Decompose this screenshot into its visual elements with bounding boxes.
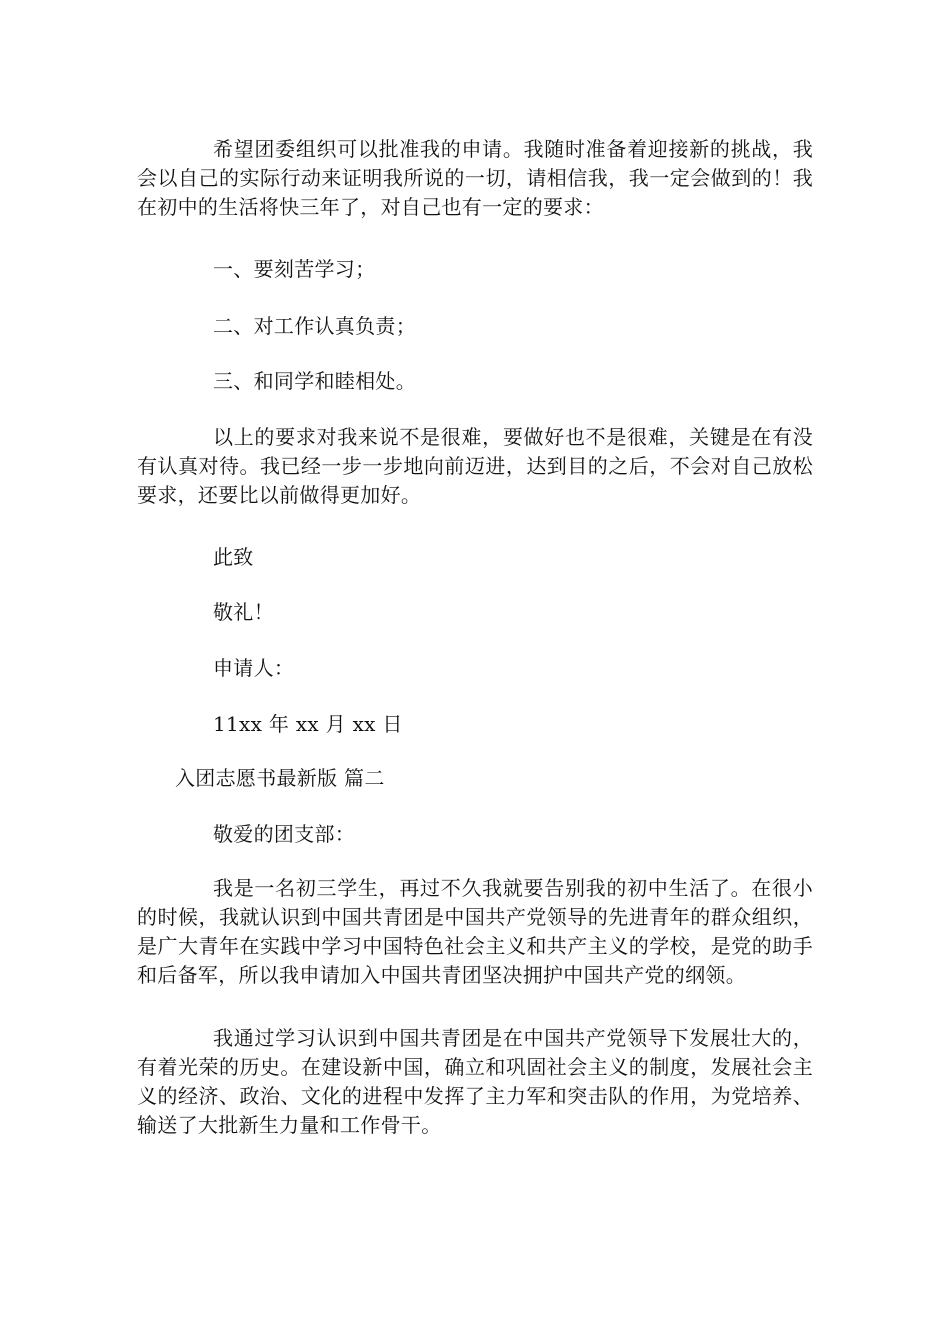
greeting: 敬爱的团支部： <box>213 822 356 846</box>
applicant-label: 申请人： <box>213 656 295 680</box>
paragraph-introduction: 我是一名初三学生，再过不久我就要告别我的初中生活了。在很小的时候，我就认识到中国共青团是中国共产党领导的先进青年的群众组织，是广大青年在实践中学习中国特色社会主义和共产主义的学校，是党的助手和后备军，所以我申请加入中国共青团坚决拥护中国共产党的纲领。 <box>137 876 813 987</box>
paragraph-history: 我通过学习认识到中国共青团是在中国共产党领导下发展壮大的，有着光荣的历史。在建设新中国，确立和巩固社会主义的制度，发展社会主义的经济、政治、文化的进程中发挥了主力军和突击队的作用，为党培养、输送了大批新生力量和工作骨干。 <box>137 1026 813 1137</box>
section-title: 入团志愿书最新版 篇二 <box>175 766 385 790</box>
date-line: 11xx 年 xx 月 xx 日 <box>213 712 403 736</box>
requirement-item-3: 三、和同学和睦相处。 <box>213 369 416 393</box>
paragraph-requirements-summary: 以上的要求对我来说不是很难，要做好也不是很难，关键是在有没有认真对待。我已经一步一步地向前迈进，达到目的之后，不会对自己放松要求，还要比以前做得更加好。 <box>137 425 813 507</box>
requirement-item-1: 一、要刻苦学习； <box>213 257 376 281</box>
closing-phrase: 此致 <box>213 545 254 569</box>
paragraph-request: 希望团委组织可以批准我的申请。我随时准备着迎接新的挑战，我会以自己的实际行动来证明我所说的一切，请相信我，我一定会做到的！我在初中的生活将快三年了，对自己也有一定的要求： <box>137 137 813 219</box>
requirement-item-2: 二、对工作认真负责； <box>213 314 416 338</box>
salutation: 敬礼！ <box>213 600 274 624</box>
